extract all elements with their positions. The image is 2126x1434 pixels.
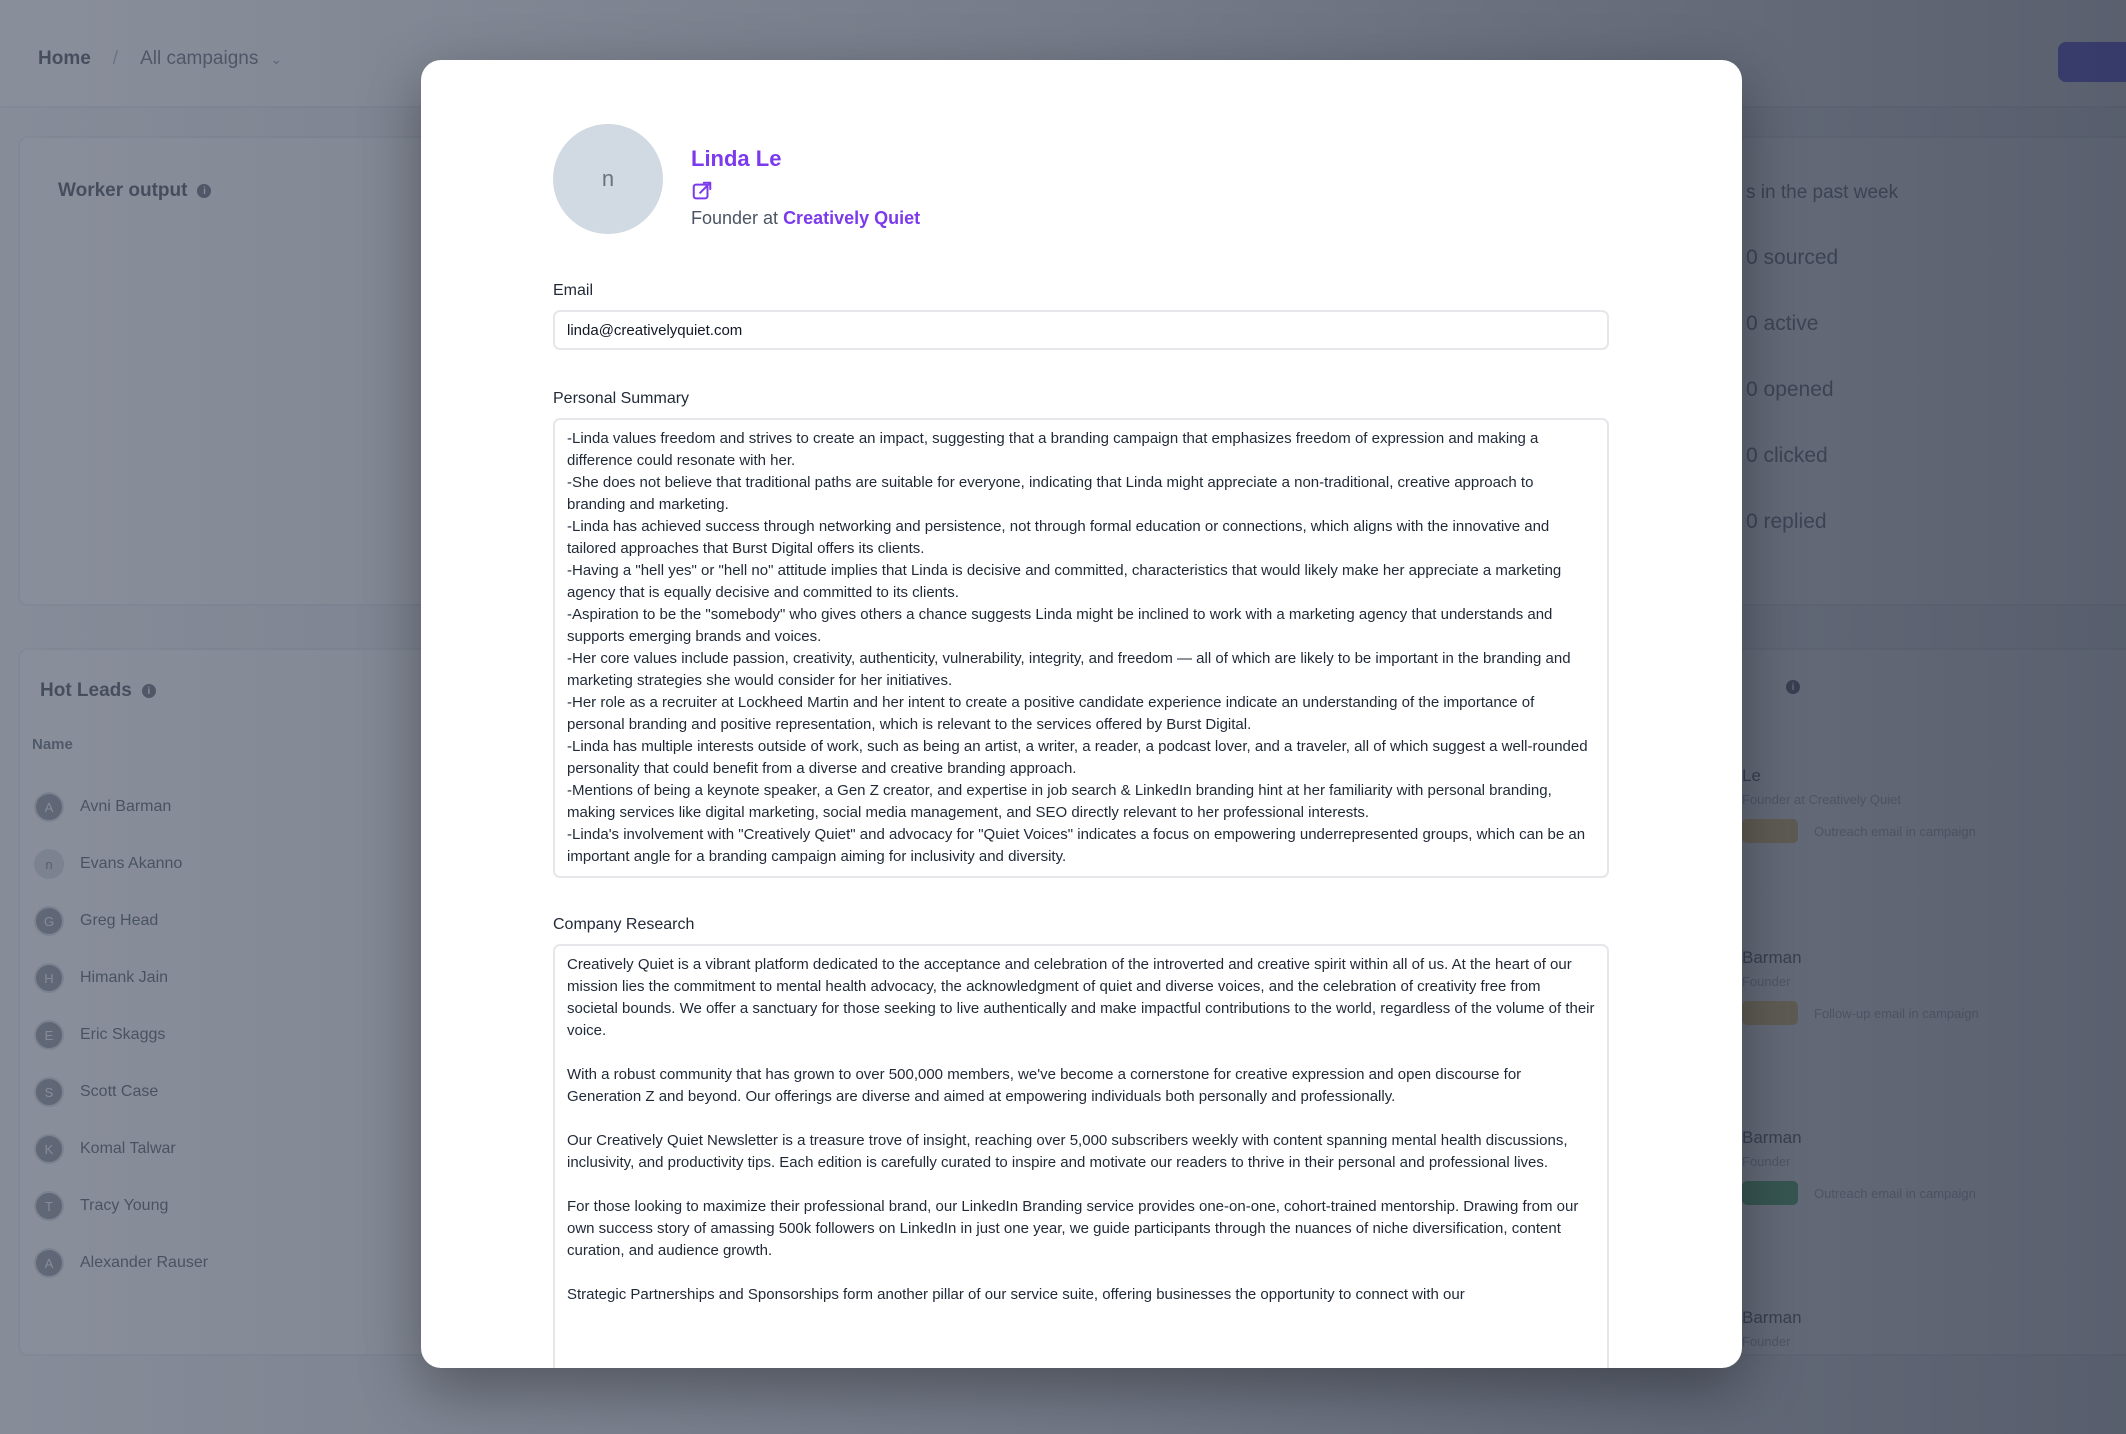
research-paragraph: Strategic Partnerships and Sponsorships form another pillar of our service suite, offering businesses the opportunity to connect with our <box>567 1286 1465 1303</box>
email-field[interactable] <box>553 310 1609 350</box>
research-paragraph: With a robust community that has grown to over 500,000 members, we've become a cornerstone for creative expression and open discourse for Generation Z and beyond. Our offerings are diverse and aimed at empowering individuals both personally and professionally. <box>567 1066 1522 1105</box>
lead-detail-modal <box>421 60 1742 1368</box>
external-link-icon[interactable] <box>691 180 713 202</box>
summary-line: -Linda values freedom and strives to create an impact, suggesting that a branding campaign that emphasizes freedom of expression and making a difference could resonate with her. <box>567 430 1539 469</box>
summary-line: -Linda's involvement with "Creatively Quiet" and advocacy for "Quiet Voices" indicates a focus on empowering underrepresented groups, which can be an important angle for a branding campaign aiming for inclusivity and diversity. <box>567 826 1586 865</box>
profile-info <box>691 124 920 229</box>
summary-line: -Her core values include passion, creativity, authenticity, vulnerability, integrity, and freedom — all of which are likely to be important in the branding and marketing strategies she would consider for her initiatives. <box>567 650 1571 689</box>
summary-line: -She does not believe that traditional paths are suitable for everyone, indicating that Linda might appreciate a non-traditional, creative approach to branding and marketing. <box>567 474 1534 513</box>
summary-line: -Her role as a recruiter at Lockheed Martin and her intent to create a positive candidate experience indicate an understanding of the importance of personal branding and positive representation, which is relevant to the services offered by Burst Digital. <box>567 694 1535 733</box>
personal-summary-label: Personal Summary <box>553 390 690 407</box>
summary-line: -Linda has achieved success through networking and persistence, not through formal education or connections, which aligns with the innovative and tailored approaches that Burst Digital offers its clients. <box>567 518 1550 557</box>
research-paragraph: For those looking to maximize their professional brand, our LinkedIn Branding service provides one-on-one, cohort-trained mentorship. Drawing from our own success story of amassing 500k followers on LinkedIn in just one year, we guide participants through the nuances of niche diversification, content curation, and audience growth. <box>567 1198 1579 1259</box>
profile-name[interactable]: Linda Le <box>691 146 782 171</box>
summary-line: -Having a "hell yes" or "hell no" attitude implies that Linda is decisive and committed, characteristics that would likely make her appreciate a marketing agency that is equally decisive and committed to its clients. <box>567 562 1562 601</box>
company-link[interactable]: Creatively Quiet <box>783 208 921 228</box>
company-research-textarea[interactable] <box>553 944 1609 1368</box>
summary-line: -Aspiration to be the "somebody" who gives others a chance suggests Linda might be inclined to work with a marketing agency that understands and supports emerging brands and voices. <box>567 606 1553 645</box>
profile-header <box>553 124 920 234</box>
research-paragraph: Our Creatively Quiet Newsletter is a treasure trove of insight, reaching over 5,000 subscribers weekly with content spanning mental health discussions, inclusivity, and productivity tips. Each edition is carefully curated to inspire and motivate our readers to thrive in their personal and professional lives. <box>567 1132 1568 1171</box>
profile-avatar: n <box>553 124 663 234</box>
company-research-label: Company Research <box>553 916 695 933</box>
email-label: Email <box>553 282 594 299</box>
profile-job-title <box>691 208 920 229</box>
research-paragraph: Creatively Quiet is a vibrant platform dedicated to the acceptance and celebration of the introverted and creative spirit within all of us. At the heart of our mission lies the commitment to mental health advocacy, the acknowledgment of quiet and diverse voices, and the celebration of creativity free from societal bounds. We offer a sanctuary for those seeking to live authentically and make impactful contributions to the world, regardless of the volume of their voice. <box>567 956 1595 1039</box>
personal-summary-textarea[interactable] <box>553 418 1609 878</box>
summary-line: -Linda has multiple interests outside of work, such as being an artist, a writer, a reader, a podcast lover, and a traveler, all of which suggest a well-rounded personality that could benefit from a diverse and creative branding approach. <box>567 738 1588 777</box>
profile-title-prefix: Founder at <box>691 208 784 228</box>
summary-line: -Mentions of being a keynote speaker, a Gen Z creator, and expertise in job search & LinkedIn branding hint at her familiarity with personal branding, making services like digital marketing, social media management, and SEO directly relevant to her professional interests. <box>567 782 1552 821</box>
